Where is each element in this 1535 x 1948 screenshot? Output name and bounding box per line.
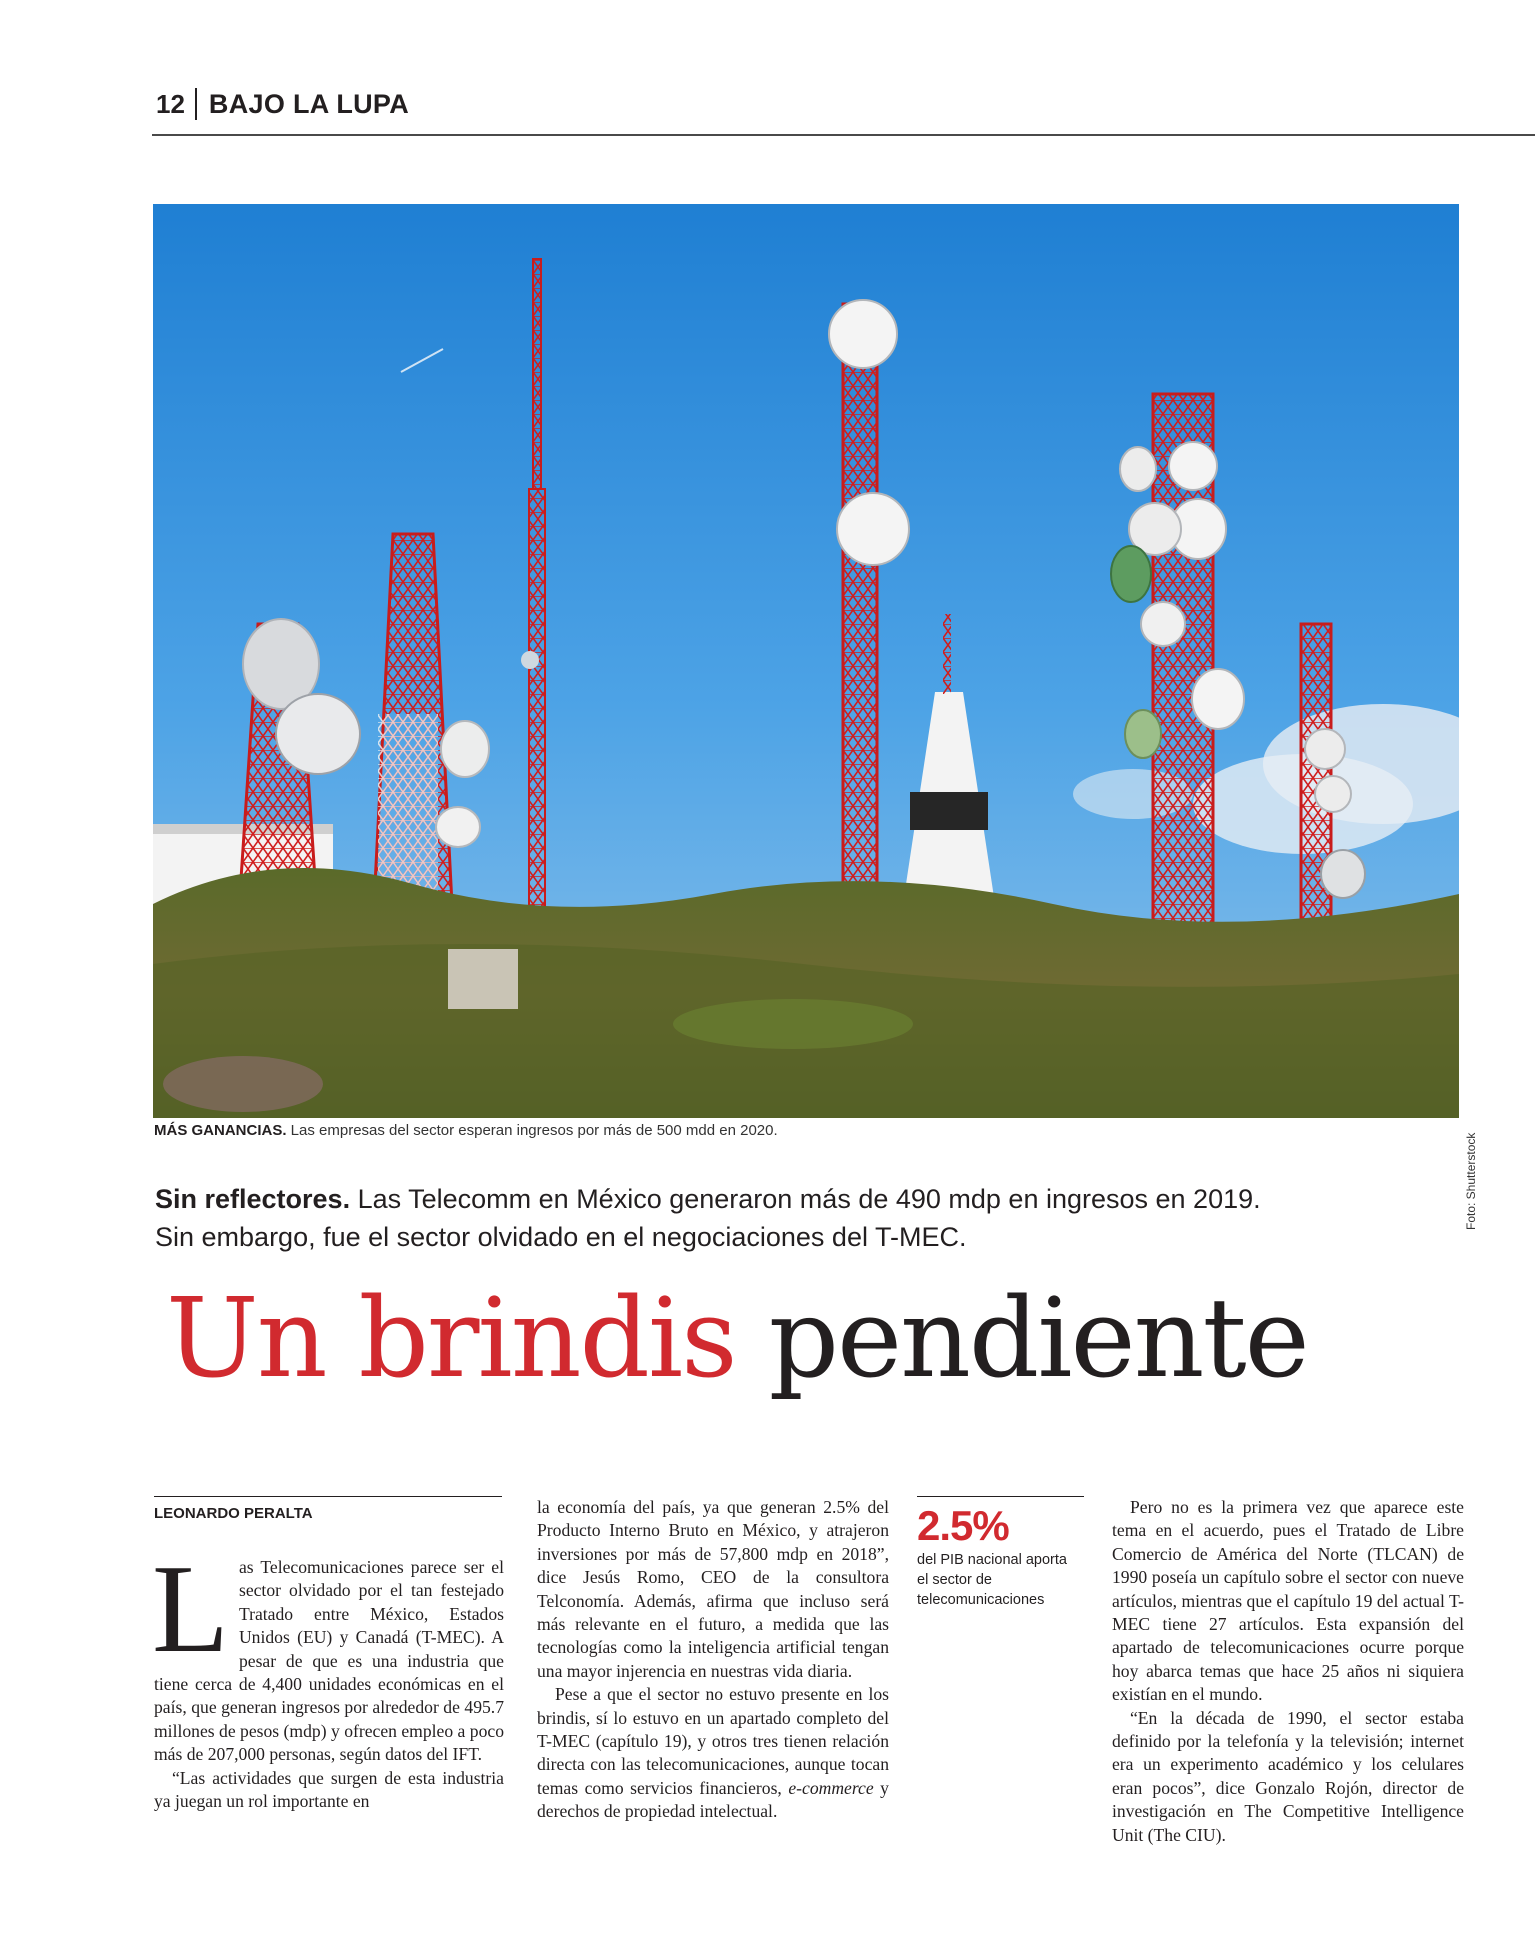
byline: LEONARDO PERALTA	[154, 1505, 313, 1522]
column-1-paragraph-1: Las Telecomunicaciones parece ser el sector olvidado por el tan festejado Tratado entre México, Estados Unidos (EU) y Canadá (T-MEC). A pesar de que es una industria que tiene cerca de 4,400 unidades económicas en el país, que generan ingresos por alrededor de 495.7 millones de pesos (mdp) y ofrecen empleo a poco más de 207,000 personas, según datos del IFT.	[152, 1540, 504, 1765]
column-2-paragraph-1: la economía del país, ya que generan 2.5% del Producto Interno Bruto en México, y atrajeron inversiones por más de 57,800 mdp en 2018”, dice Jesús Romo, CEO de la consultora Telconomía. Además, afirma que incluso será más relevante en el futuro, a medida que las tecnologías como la inteligencia artificial tengan una mayor injerencia en nuestras vida diaria.	[537, 1497, 889, 1681]
telecom-towers-photo	[153, 204, 1459, 1118]
headline-red: Un brindis	[166, 1274, 736, 1402]
page-header	[156, 86, 409, 122]
dek-lead: Sin reflectores.	[155, 1184, 351, 1214]
column-2-paragraph-2: Pese a que el sector no estuvo presente en los brindis, sí lo estuvo en un apartado completo del T-MEC (capítulo 19), y otros tres tienen relación directa con las telecomunicaciones, aunque tocan temas como servicios financieros, e-commerce y derechos de propiedad intelectual.	[537, 1684, 889, 1822]
dek-line-1: Las Telecomm en México generaron más de 490 mdp en ingresos en 2019.	[350, 1184, 1261, 1214]
header-divider	[195, 88, 197, 120]
photo-credit: Foto: Shutterstock	[1464, 1132, 1478, 1230]
caption-text: Las empresas del sector esperan ingresos por más de 500 mdd en 2020.	[286, 1122, 778, 1139]
article-dek	[155, 1180, 1355, 1256]
caption-lead: MÁS GANANCIAS.	[154, 1122, 287, 1139]
column-1-paragraph-2: “Las actividades que surgen de esta industria ya juegan un rol importante en	[154, 1767, 504, 1812]
article-headline	[166, 1268, 1308, 1408]
column-3-paragraph-1: Pero no es la primera vez que aparece este tema en el acuerdo, pues el Tratado de Libre Comercio de América del Norte (TLCAN) de 1990 poseía un capítulo sobre el sector con nueve artículos, mientras que el capítulo 19 del actual T-MEC tiene 27 artículos. Esta expansión del apartado de telecomunicaciones ocurre porque hoy abarca temas que hace 25 años ni siquiera existían en el mundo.	[1112, 1497, 1464, 1705]
sidebar-rule	[917, 1496, 1084, 1497]
section-title: BAJO LA LUPA	[208, 88, 410, 119]
header-rule	[152, 134, 1535, 136]
drop-cap: L	[152, 1540, 229, 1679]
sidebar-figure: 2.5%	[917, 1502, 1009, 1549]
photo-caption	[154, 1122, 778, 1139]
byline-rule	[154, 1496, 502, 1497]
dek-line-2: Sin embargo, fue el sector olvidado en el negociaciones del T-MEC.	[155, 1222, 967, 1252]
headline-black: pendiente	[768, 1274, 1308, 1402]
article-column-3	[1112, 1496, 1464, 1847]
article-column-1	[152, 1540, 504, 1813]
article-column-2	[537, 1496, 889, 1824]
sidebar-text: del PIB nacional aporta el sector de telecomunicaciones	[917, 1552, 1067, 1608]
column-3-paragraph-2: “En la década de 1990, el sector estaba definido por la telefonía y la televisión; internet era un experimento académico y los celulares eran pocos”, dice Gonzalo Rojón, director de investigación en The Competitive Intelligence Unit (The CIU).	[1112, 1707, 1464, 1845]
ecommerce-term: e-commerce	[788, 1777, 874, 1798]
page-number: 12	[156, 88, 185, 119]
